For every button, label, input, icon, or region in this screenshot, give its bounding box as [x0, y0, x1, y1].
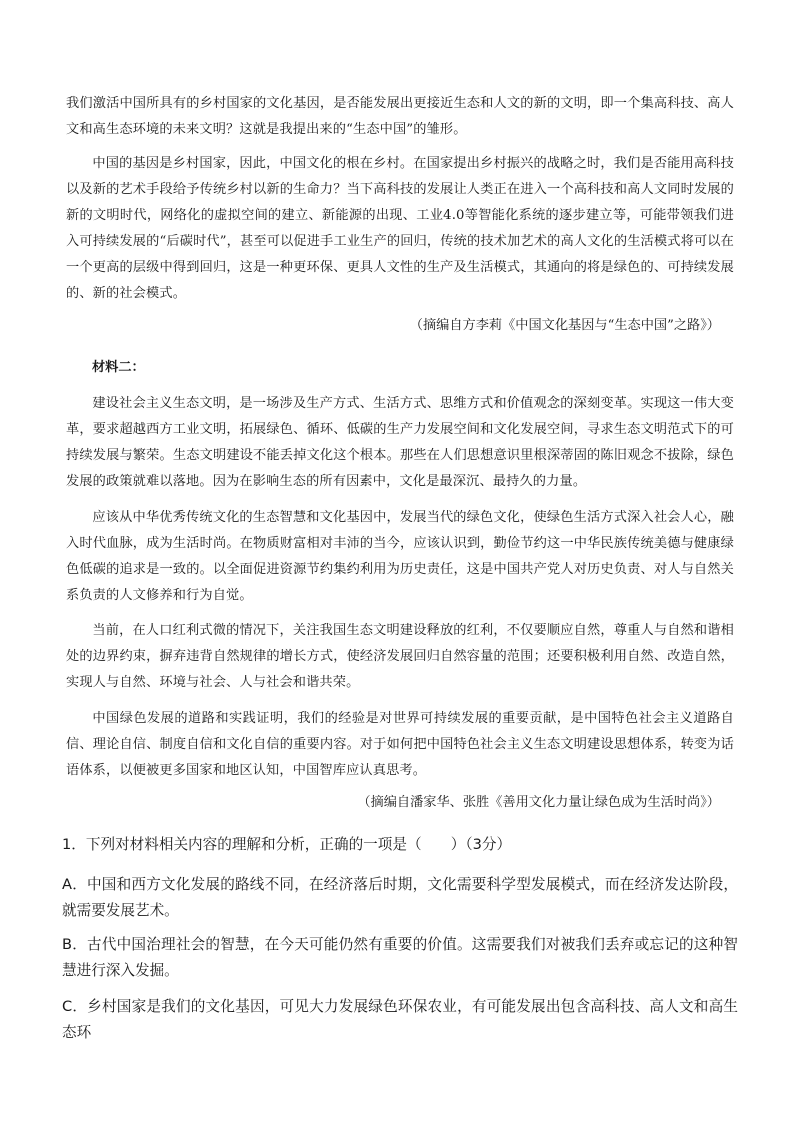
question-1-option-b: B．古代中国治理社会的智慧，在今天可能仍然有重要的价值。这需要我们对被我们丢弃或忘记的这种智慧进行深入发掘。 [62, 936, 738, 979]
material2-paragraph-1: 建设社会主义生态文明，是一场涉及生产方式、生活方式、思维方式和价值观念的深刻变革。实现这一伟大变革，要求超越西方工业文明，拓展绿色、循环、低碳的生产力发展空间和文化发展空间，寻求生态文明范式下的可持续发展与繁荣。生态文明建设不能丢掉文化这个根本。那些在人们思想意识里根深蒂固的陈旧观念不拔除，绿色发展的政策就难以落地。因为在影响生态的所有因素中，文化是最深沉、最持久的力量。 [66, 396, 734, 489]
material2-source: （摘编自潘家华、张胜《善用文化力量让绿色成为生活时尚》） [357, 795, 720, 810]
material2-paragraph-2: 应该从中华优秀传统文化的生态智慧和文化基因中，发展当代的绿色文化，使绿色生活方式深入社会人心，融入时代血脉，成为生活时尚。在物质财富相对丰沛的当今，应该认识到，勤俭节约这一中华民族传统美德与健康绿色低碳的追求是一致的。以全面促进资源节约集约利用为历史责任，这是中国共产党人对历史负责、对人与自然关系负责的人文修养和行为自觉。 [66, 510, 734, 603]
question-1-option-a: A．中国和西方文化发展的路线不同，在经济落后时期，文化需要科学型发展模式，而在经济发达阶段，就需要发展艺术。 [62, 876, 738, 919]
material1-paragraph-1: 我们激活中国所具有的乡村国家的文化基因，是否能发展出更接近生态和人文的新的文明，即一个集高科技、高人文和高生态环境的未来文明？这就是我提出来的“生态中国”的雏形。 [66, 96, 734, 137]
material2-label: 材料二： [92, 360, 145, 375]
material1-paragraph-2: 中国的基因是乡村国家，因此，中国文化的根在乡村。在国家提出乡村振兴的战略之时，我们是否能用高科技以及新的艺术手段给予传统乡村以新的生命力？当下高科技的发展让人类正在进入一个高科技和高人文同时发展的新的文明时代，网络化的虚拟空间的建立、新能源的出现、工业4.0等智能化系统的逐步建立等，可能带领我们进入可持续发展的“后碳时代”，甚至可以促进手工业生产的回归，传统的技术加艺术的高人文化的生活模式将可以在一个更高的层级中得到回归，这是一种更环保、更具人文性的生产及生活模式，其通向的将是绿色的、可持续发展的、新的社会模式。 [66, 156, 734, 301]
material1-source: （摘编自方李莉《中国文化基因与“生态中国”之路》） [409, 318, 720, 333]
question-1-stem: 1．下列对材料相关内容的理解和分析，正确的一项是（ ）（3分） [62, 836, 512, 853]
question-1-option-c: C．乡村国家是我们的文化基因，可见大力发展绿色环保农业，有可能发展出包含高科技、高人文和高生态环 [62, 998, 738, 1041]
material2-paragraph-4: 中国绿色发展的道路和实践证明，我们的经验是对世界可持续发展的重要贡献，是中国特色社会主义道路自信、理论自信、制度自信和文化自信的重要内容。对于如何把中国特色社会主义生态文明建设思想体系，转变为话语体系，以便被更多国家和地区认知，中国智库应认真思考。 [66, 711, 734, 778]
material2-paragraph-3: 当前，在人口红利式微的情况下，关注我国生态文明建设释放的红利，不仅要顺应自然，尊重人与自然和谐相处的边界约束，摒弃违背自然规律的增长方式，使经济发展回归自然容量的范围；还要积极利用自然、改造自然，实现人与自然、环境与社会、人与社会和谐共荣。 [66, 623, 734, 690]
